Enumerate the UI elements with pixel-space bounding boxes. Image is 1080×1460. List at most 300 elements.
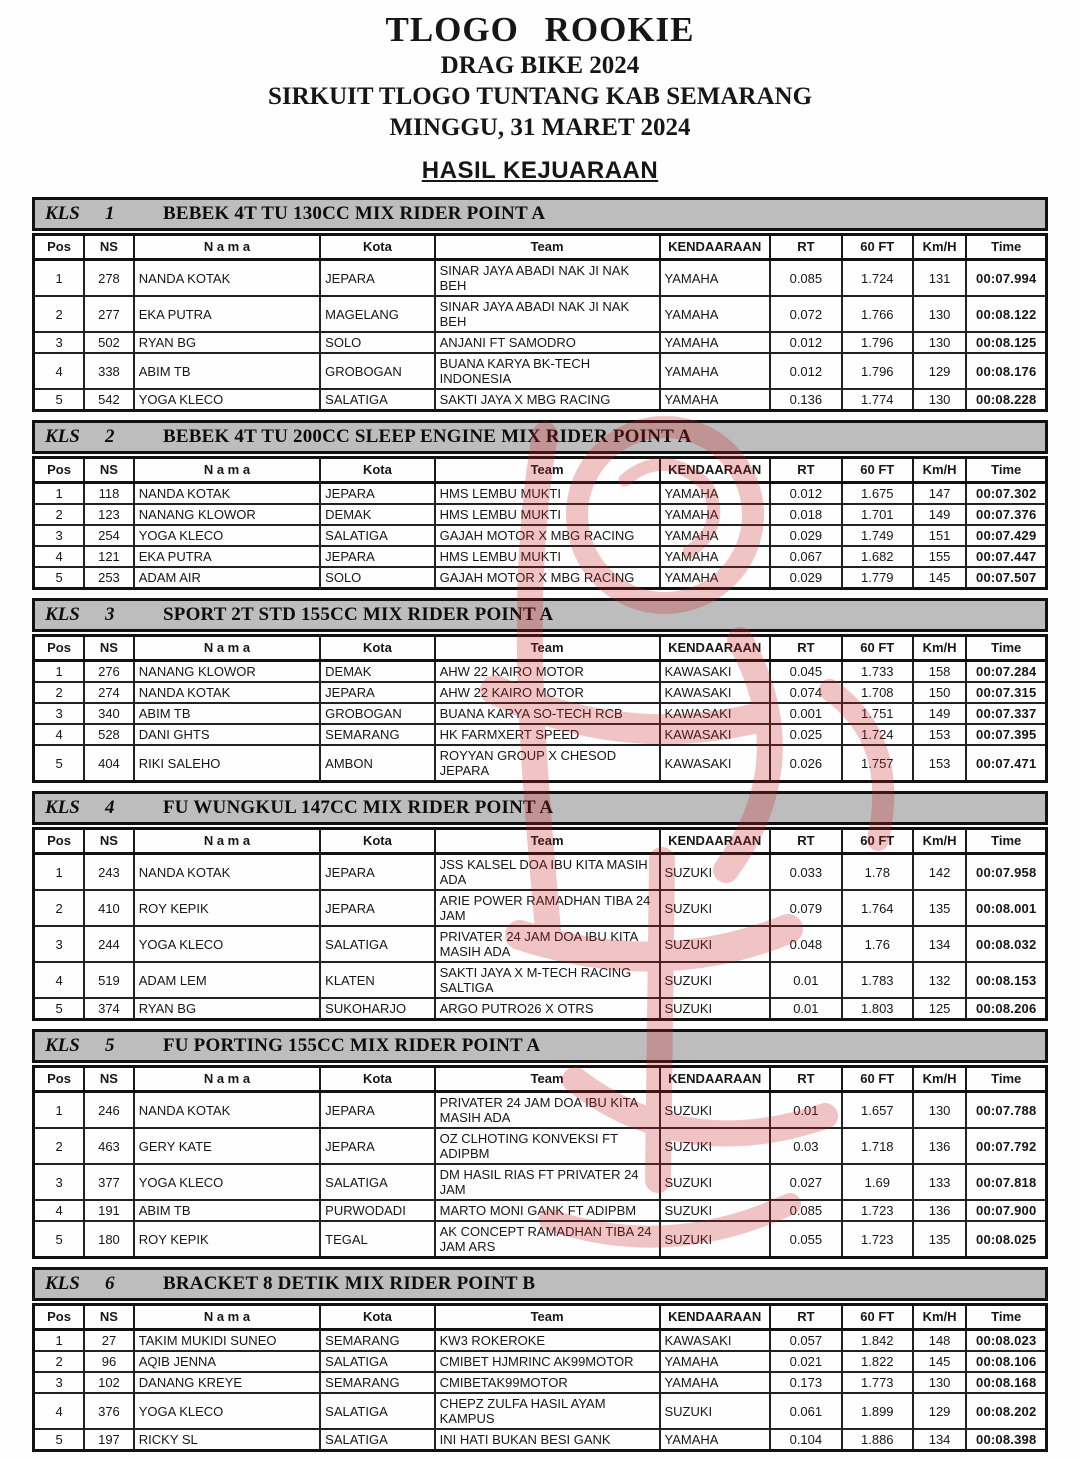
cell-rt: 0.03 xyxy=(770,1128,842,1164)
table-row xyxy=(34,1372,1047,1393)
cell-nama: DANANG KREYE xyxy=(134,1372,320,1393)
cell-nama: YOGA KLECO xyxy=(134,525,320,546)
cell-kendaraan: YAMAHA xyxy=(660,525,770,546)
cell-pos: 2 xyxy=(34,504,85,525)
cell-team: PRIVATER 24 JAM DOA IBU KITA MASIH ADA xyxy=(435,1092,660,1129)
cell-kota: KLATEN xyxy=(320,962,434,998)
cell-team: SINAR JAYA ABADI NAK JI NAK BEH xyxy=(435,296,660,332)
cell-nama: GERY KATE xyxy=(134,1128,320,1164)
table-row xyxy=(34,998,1047,1020)
cell-ft60: 1.783 xyxy=(842,962,913,998)
cell-team: ANJANI FT SAMODRO xyxy=(435,332,660,353)
cell-time: 00:07.302 xyxy=(966,483,1046,505)
class-header-bar xyxy=(32,598,1048,632)
header-cell-team: Team xyxy=(435,829,660,854)
cell-ns: 244 xyxy=(84,926,134,962)
cell-time: 00:08.228 xyxy=(966,389,1046,411)
cell-kendaraan: KAWASAKI xyxy=(660,703,770,724)
cell-team: HMS LEMBU MUKTI xyxy=(435,546,660,567)
results-table-5 xyxy=(32,1065,1048,1259)
cell-time: 00:08.398 xyxy=(966,1429,1046,1451)
cell-pos: 2 xyxy=(34,1351,85,1372)
cell-time: 00:08.023 xyxy=(966,1330,1046,1352)
cell-time: 00:08.153 xyxy=(966,962,1046,998)
cell-kmh: 155 xyxy=(913,546,967,567)
cell-pos: 4 xyxy=(34,1393,85,1429)
cell-ns: 404 xyxy=(84,745,134,782)
cell-ft60: 1.899 xyxy=(842,1393,913,1429)
cell-ns: 96 xyxy=(84,1351,134,1372)
cell-ns: 191 xyxy=(84,1200,134,1221)
cell-ft60: 1.886 xyxy=(842,1429,913,1451)
cell-kota: DEMAK xyxy=(320,661,434,683)
cell-kendaraan: SUZUKI xyxy=(660,962,770,998)
cell-team: CMIBETAK99MOTOR xyxy=(435,1372,660,1393)
cell-team: CHEPZ ZULFA HASIL AYAM KAMPUS xyxy=(435,1393,660,1429)
cell-ns: 118 xyxy=(84,483,134,505)
cell-team: SAKTI JAYA X M-TECH RACING SALTIGA xyxy=(435,962,660,998)
cell-rt: 0.012 xyxy=(770,332,842,353)
cell-kmh: 158 xyxy=(913,661,967,683)
cell-rt: 0.104 xyxy=(770,1429,842,1451)
cell-kendaraan: YAMAHA xyxy=(660,1429,770,1451)
cell-nama: ABIM TB xyxy=(134,1200,320,1221)
cell-ns: 274 xyxy=(84,682,134,703)
cell-team: MARTO MONI GANK FT ADIPBM xyxy=(435,1200,660,1221)
cell-nama: ADAM AIR xyxy=(134,567,320,589)
cell-pos: 3 xyxy=(34,1164,85,1200)
cell-rt: 0.045 xyxy=(770,661,842,683)
cell-kota: JEPARA xyxy=(320,1128,434,1164)
header-cell-kendaraan: KENDAARAAN xyxy=(660,458,770,483)
cell-pos: 1 xyxy=(34,661,85,683)
table-row xyxy=(34,854,1047,891)
cell-team: HK FARMXERT SPEED xyxy=(435,724,660,745)
cell-rt: 0.025 xyxy=(770,724,842,745)
cell-nama: NANANG KLOWOR xyxy=(134,504,320,525)
table-row xyxy=(34,682,1047,703)
cell-pos: 5 xyxy=(34,1221,85,1258)
cell-time: 00:07.792 xyxy=(966,1128,1046,1164)
cell-time: 00:07.507 xyxy=(966,567,1046,589)
table-row xyxy=(34,890,1047,926)
cell-team: GAJAH MOTOR X MBG RACING xyxy=(435,567,660,589)
table-row xyxy=(34,483,1047,505)
cell-kmh: 130 xyxy=(913,1092,967,1129)
cell-kota: SALATIGA xyxy=(320,389,434,411)
header-cell-ns: NS xyxy=(84,1305,134,1330)
header-cell-kmh: Km/H xyxy=(913,235,967,260)
cell-team: HMS LEMBU MUKTI xyxy=(435,504,660,525)
results-tables xyxy=(32,197,1048,1452)
cell-pos: 2 xyxy=(34,1128,85,1164)
cell-pos: 5 xyxy=(34,745,85,782)
cell-team: INI HATI BUKAN BESI GANK xyxy=(435,1429,660,1451)
header-row xyxy=(34,1305,1047,1330)
cell-nama: YOGA KLECO xyxy=(134,926,320,962)
header-cell-kendaraan: KENDAARAAN xyxy=(660,235,770,260)
cell-ft60: 1.724 xyxy=(842,724,913,745)
header-row xyxy=(34,636,1047,661)
cell-rt: 0.033 xyxy=(770,854,842,891)
header-cell-pos: Pos xyxy=(34,1067,85,1092)
cell-kendaraan: SUZUKI xyxy=(660,1221,770,1258)
cell-rt: 0.074 xyxy=(770,682,842,703)
header-cell-rt: RT xyxy=(770,1305,842,1330)
cell-ns: 121 xyxy=(84,546,134,567)
cell-ns: 197 xyxy=(84,1429,134,1451)
header-cell-rt: RT xyxy=(770,1067,842,1092)
header-cell-ns: NS xyxy=(84,458,134,483)
cell-kota: AMBON xyxy=(320,745,434,782)
cell-kota: SEMARANG xyxy=(320,724,434,745)
cell-rt: 0.173 xyxy=(770,1372,842,1393)
table-row xyxy=(34,745,1047,782)
cell-kmh: 130 xyxy=(913,332,967,353)
cell-team: SAKTI JAYA X MBG RACING xyxy=(435,389,660,411)
table-row xyxy=(34,1164,1047,1200)
cell-ft60: 1.757 xyxy=(842,745,913,782)
header-cell-team: Team xyxy=(435,235,660,260)
cell-time: 00:08.025 xyxy=(966,1221,1046,1258)
cell-rt: 0.001 xyxy=(770,703,842,724)
cell-ft60: 1.796 xyxy=(842,332,913,353)
cell-time: 00:08.206 xyxy=(966,998,1046,1020)
cell-ns: 377 xyxy=(84,1164,134,1200)
table-row xyxy=(34,1330,1047,1352)
cell-nama: TAKIM MUKIDI SUNEO xyxy=(134,1330,320,1352)
header-cell-kendaraan: KENDAARAAN xyxy=(660,1305,770,1330)
cell-kmh: 136 xyxy=(913,1128,967,1164)
cell-time: 00:07.900 xyxy=(966,1200,1046,1221)
cell-kmh: 145 xyxy=(913,1351,967,1372)
cell-kmh: 129 xyxy=(913,353,967,389)
header-cell-ns: NS xyxy=(84,829,134,854)
cell-kota: SALATIGA xyxy=(320,1393,434,1429)
cell-pos: 1 xyxy=(34,1092,85,1129)
cell-rt: 0.067 xyxy=(770,546,842,567)
cell-kota: SALATIGA xyxy=(320,1429,434,1451)
cell-rt: 0.061 xyxy=(770,1393,842,1429)
cell-nama: YOGA KLECO xyxy=(134,1393,320,1429)
header-cell-ft60: 60 FT xyxy=(842,636,913,661)
header-cell-kota: Kota xyxy=(320,829,434,854)
header-cell-kendaraan: KENDAARAAN xyxy=(660,1067,770,1092)
class-header-bar xyxy=(32,420,1048,454)
cell-kmh: 130 xyxy=(913,1372,967,1393)
cell-time: 00:07.337 xyxy=(966,703,1046,724)
header-cell-nama: N a m a xyxy=(134,829,320,854)
cell-ft60: 1.675 xyxy=(842,483,913,505)
cell-kota: SOLO xyxy=(320,332,434,353)
cell-kota: SALATIGA xyxy=(320,525,434,546)
cell-kendaraan: YAMAHA xyxy=(660,567,770,589)
header-row xyxy=(34,829,1047,854)
cell-kendaraan: SUZUKI xyxy=(660,1393,770,1429)
header-cell-rt: RT xyxy=(770,458,842,483)
cell-kmh: 147 xyxy=(913,483,967,505)
cell-nama: RYAN BG xyxy=(134,332,320,353)
cell-kmh: 125 xyxy=(913,998,967,1020)
cell-ns: 123 xyxy=(84,504,134,525)
cell-ns: 276 xyxy=(84,661,134,683)
results-table-3 xyxy=(32,634,1048,783)
cell-pos: 2 xyxy=(34,682,85,703)
document-header xyxy=(0,10,1080,143)
cell-kendaraan: KAWASAKI xyxy=(660,661,770,683)
cell-kota: PURWODADI xyxy=(320,1200,434,1221)
cell-ft60: 1.69 xyxy=(842,1164,913,1200)
cell-nama: ROY KEPIK xyxy=(134,890,320,926)
cell-kendaraan: SUZUKI xyxy=(660,1092,770,1129)
header-cell-pos: Pos xyxy=(34,636,85,661)
cell-team: SINAR JAYA ABADI NAK JI NAK BEH xyxy=(435,260,660,297)
cell-kmh: 142 xyxy=(913,854,967,891)
header-cell-nama: N a m a xyxy=(134,235,320,260)
cell-kmh: 136 xyxy=(913,1200,967,1221)
cell-kota: SEMARANG xyxy=(320,1330,434,1352)
cell-team: BUANA KARYA SO-TECH RCB xyxy=(435,703,660,724)
cell-rt: 0.079 xyxy=(770,890,842,926)
cell-time: 00:08.001 xyxy=(966,890,1046,926)
cell-team: AHW 22 KAIRO MOTOR xyxy=(435,661,660,683)
cell-team: ROYYAN GROUP X CHESOD JEPARA xyxy=(435,745,660,782)
cell-ft60: 1.842 xyxy=(842,1330,913,1352)
cell-team: AK CONCEPT RAMADHAN TIBA 24 JAM ARS xyxy=(435,1221,660,1258)
cell-rt: 0.026 xyxy=(770,745,842,782)
header-cell-kota: Kota xyxy=(320,1305,434,1330)
table-row xyxy=(34,926,1047,962)
cell-kendaraan: SUZUKI xyxy=(660,854,770,891)
cell-kmh: 130 xyxy=(913,389,967,411)
cell-ft60: 1.774 xyxy=(842,389,913,411)
cell-time: 00:08.168 xyxy=(966,1372,1046,1393)
cell-kota: JEPARA xyxy=(320,682,434,703)
cell-kota: MAGELANG xyxy=(320,296,434,332)
header-cell-pos: Pos xyxy=(34,458,85,483)
cell-ft60: 1.723 xyxy=(842,1200,913,1221)
cell-team: BUANA KARYA BK-TECH INDONESIA xyxy=(435,353,660,389)
cell-nama: NANDA KOTAK xyxy=(134,483,320,505)
cell-rt: 0.029 xyxy=(770,567,842,589)
cell-kmh: 133 xyxy=(913,1164,967,1200)
cell-ns: 180 xyxy=(84,1221,134,1258)
cell-kmh: 153 xyxy=(913,724,967,745)
cell-kmh: 135 xyxy=(913,1221,967,1258)
table-row xyxy=(34,296,1047,332)
cell-time: 00:07.376 xyxy=(966,504,1046,525)
cell-ft60: 1.733 xyxy=(842,661,913,683)
cell-pos: 5 xyxy=(34,389,85,411)
cell-ft60: 1.724 xyxy=(842,260,913,297)
header-cell-kmh: Km/H xyxy=(913,458,967,483)
header-cell-rt: RT xyxy=(770,829,842,854)
class-section-6 xyxy=(32,1267,1048,1452)
header-cell-ns: NS xyxy=(84,235,134,260)
cell-pos: 4 xyxy=(34,353,85,389)
header-cell-time: Time xyxy=(966,636,1046,661)
cell-kota: SOLO xyxy=(320,567,434,589)
cell-kota: SALATIGA xyxy=(320,926,434,962)
results-table-2 xyxy=(32,456,1048,590)
cell-pos: 5 xyxy=(34,567,85,589)
cell-team: PRIVATER 24 JAM DOA IBU KITA MASIH ADA xyxy=(435,926,660,962)
cell-pos: 4 xyxy=(34,962,85,998)
cell-ns: 542 xyxy=(84,389,134,411)
class-header-bar xyxy=(32,1029,1048,1063)
cell-time: 00:08.032 xyxy=(966,926,1046,962)
cell-nama: NANDA KOTAK xyxy=(134,854,320,891)
table-row xyxy=(34,260,1047,297)
header-cell-rt: RT xyxy=(770,636,842,661)
header-cell-time: Time xyxy=(966,235,1046,260)
class-title: FU WUNGKUL 147CC MIX RIDER POINT A xyxy=(163,797,554,818)
table-row xyxy=(34,546,1047,567)
kls-number: 6 xyxy=(105,1273,115,1294)
cell-ns: 376 xyxy=(84,1393,134,1429)
cell-ns: 246 xyxy=(84,1092,134,1129)
cell-kmh: 151 xyxy=(913,525,967,546)
cell-ft60: 1.766 xyxy=(842,296,913,332)
table-row xyxy=(34,504,1047,525)
cell-kota: JEPARA xyxy=(320,260,434,297)
cell-ns: 338 xyxy=(84,353,134,389)
cell-pos: 3 xyxy=(34,525,85,546)
cell-kmh: 150 xyxy=(913,682,967,703)
cell-kmh: 134 xyxy=(913,926,967,962)
cell-kendaraan: YAMAHA xyxy=(660,1372,770,1393)
cell-ns: 340 xyxy=(84,703,134,724)
cell-ft60: 1.773 xyxy=(842,1372,913,1393)
class-section-2 xyxy=(32,420,1048,590)
cell-rt: 0.012 xyxy=(770,353,842,389)
table-row xyxy=(34,661,1047,683)
cell-kota: SALATIGA xyxy=(320,1351,434,1372)
header-cell-team: Team xyxy=(435,1067,660,1092)
cell-pos: 1 xyxy=(34,854,85,891)
header-cell-ft60: 60 FT xyxy=(842,1067,913,1092)
cell-rt: 0.012 xyxy=(770,483,842,505)
cell-pos: 3 xyxy=(34,703,85,724)
cell-kendaraan: SUZUKI xyxy=(660,1164,770,1200)
class-header-bar xyxy=(32,791,1048,825)
header-row xyxy=(34,235,1047,260)
cell-pos: 2 xyxy=(34,890,85,926)
header-cell-ft60: 60 FT xyxy=(842,235,913,260)
cell-nama: ADAM LEM xyxy=(134,962,320,998)
cell-rt: 0.018 xyxy=(770,504,842,525)
cell-kota: SUKOHARJO xyxy=(320,998,434,1020)
table-row xyxy=(34,353,1047,389)
cell-team: KW3 ROKEROKE xyxy=(435,1330,660,1352)
cell-kmh: 148 xyxy=(913,1330,967,1352)
cell-nama: NANDA KOTAK xyxy=(134,682,320,703)
cell-nama: ABIM TB xyxy=(134,353,320,389)
class-section-5 xyxy=(32,1029,1048,1259)
header-cell-pos: Pos xyxy=(34,235,85,260)
cell-rt: 0.072 xyxy=(770,296,842,332)
cell-kota: JEPARA xyxy=(320,483,434,505)
cell-ns: 102 xyxy=(84,1372,134,1393)
cell-kendaraan: YAMAHA xyxy=(660,1351,770,1372)
table-row xyxy=(34,1351,1047,1372)
cell-nama: RICKY SL xyxy=(134,1429,320,1451)
header-cell-rt: RT xyxy=(770,235,842,260)
cell-ft60: 1.78 xyxy=(842,854,913,891)
results-table-1 xyxy=(32,233,1048,412)
cell-ft60: 1.701 xyxy=(842,504,913,525)
results-table-4 xyxy=(32,827,1048,1021)
cell-team: AHW 22 KAIRO MOTOR xyxy=(435,682,660,703)
cell-kota: JEPARA xyxy=(320,546,434,567)
table-row xyxy=(34,1429,1047,1451)
header-cell-ft60: 60 FT xyxy=(842,458,913,483)
header-cell-time: Time xyxy=(966,458,1046,483)
table-row xyxy=(34,1200,1047,1221)
cell-nama: NANDA KOTAK xyxy=(134,260,320,297)
cell-kota: DEMAK xyxy=(320,504,434,525)
cell-pos: 1 xyxy=(34,1330,85,1352)
class-title: FU PORTING 155CC MIX RIDER POINT A xyxy=(163,1035,541,1056)
cell-kota: GROBOGAN xyxy=(320,703,434,724)
cell-pos: 3 xyxy=(34,926,85,962)
header-cell-nama: N a m a xyxy=(134,1067,320,1092)
cell-ft60: 1.718 xyxy=(842,1128,913,1164)
cell-team: ARGO PUTRO26 X OTRS xyxy=(435,998,660,1020)
cell-ns: 463 xyxy=(84,1128,134,1164)
cell-ft60: 1.779 xyxy=(842,567,913,589)
table-row xyxy=(34,389,1047,411)
header-cell-nama: N a m a xyxy=(134,458,320,483)
table-row xyxy=(34,332,1047,353)
cell-kendaraan: SUZUKI xyxy=(660,1128,770,1164)
header-cell-kota: Kota xyxy=(320,1067,434,1092)
cell-nama: YOGA KLECO xyxy=(134,389,320,411)
header-cell-time: Time xyxy=(966,829,1046,854)
cell-ns: 254 xyxy=(84,525,134,546)
cell-rt: 0.136 xyxy=(770,389,842,411)
header-cell-kmh: Km/H xyxy=(913,636,967,661)
cell-kendaraan: YAMAHA xyxy=(660,260,770,297)
cell-kota: JEPARA xyxy=(320,854,434,891)
cell-ns: 374 xyxy=(84,998,134,1020)
cell-ft60: 1.796 xyxy=(842,353,913,389)
cell-nama: ROY KEPIK xyxy=(134,1221,320,1258)
table-row xyxy=(34,1128,1047,1164)
table-row xyxy=(34,567,1047,589)
results-table-6 xyxy=(32,1303,1048,1452)
cell-time: 00:07.958 xyxy=(966,854,1046,891)
cell-nama: DANI GHTS xyxy=(134,724,320,745)
cell-time: 00:07.395 xyxy=(966,724,1046,745)
cell-time: 00:08.202 xyxy=(966,1393,1046,1429)
cell-rt: 0.021 xyxy=(770,1351,842,1372)
cell-pos: 1 xyxy=(34,260,85,297)
cell-rt: 0.057 xyxy=(770,1330,842,1352)
event-subtitle-date: MINGGU, 31 MARET 2024 xyxy=(389,114,691,141)
cell-ns: 243 xyxy=(84,854,134,891)
cell-rt: 0.027 xyxy=(770,1164,842,1200)
cell-time: 00:08.176 xyxy=(966,353,1046,389)
cell-rt: 0.029 xyxy=(770,525,842,546)
cell-ft60: 1.708 xyxy=(842,682,913,703)
cell-rt: 0.01 xyxy=(770,962,842,998)
cell-time: 00:07.994 xyxy=(966,260,1046,297)
cell-ft60: 1.749 xyxy=(842,525,913,546)
cell-kota: JEPARA xyxy=(320,1092,434,1129)
cell-kendaraan: YAMAHA xyxy=(660,353,770,389)
cell-kota: TEGAL xyxy=(320,1221,434,1258)
